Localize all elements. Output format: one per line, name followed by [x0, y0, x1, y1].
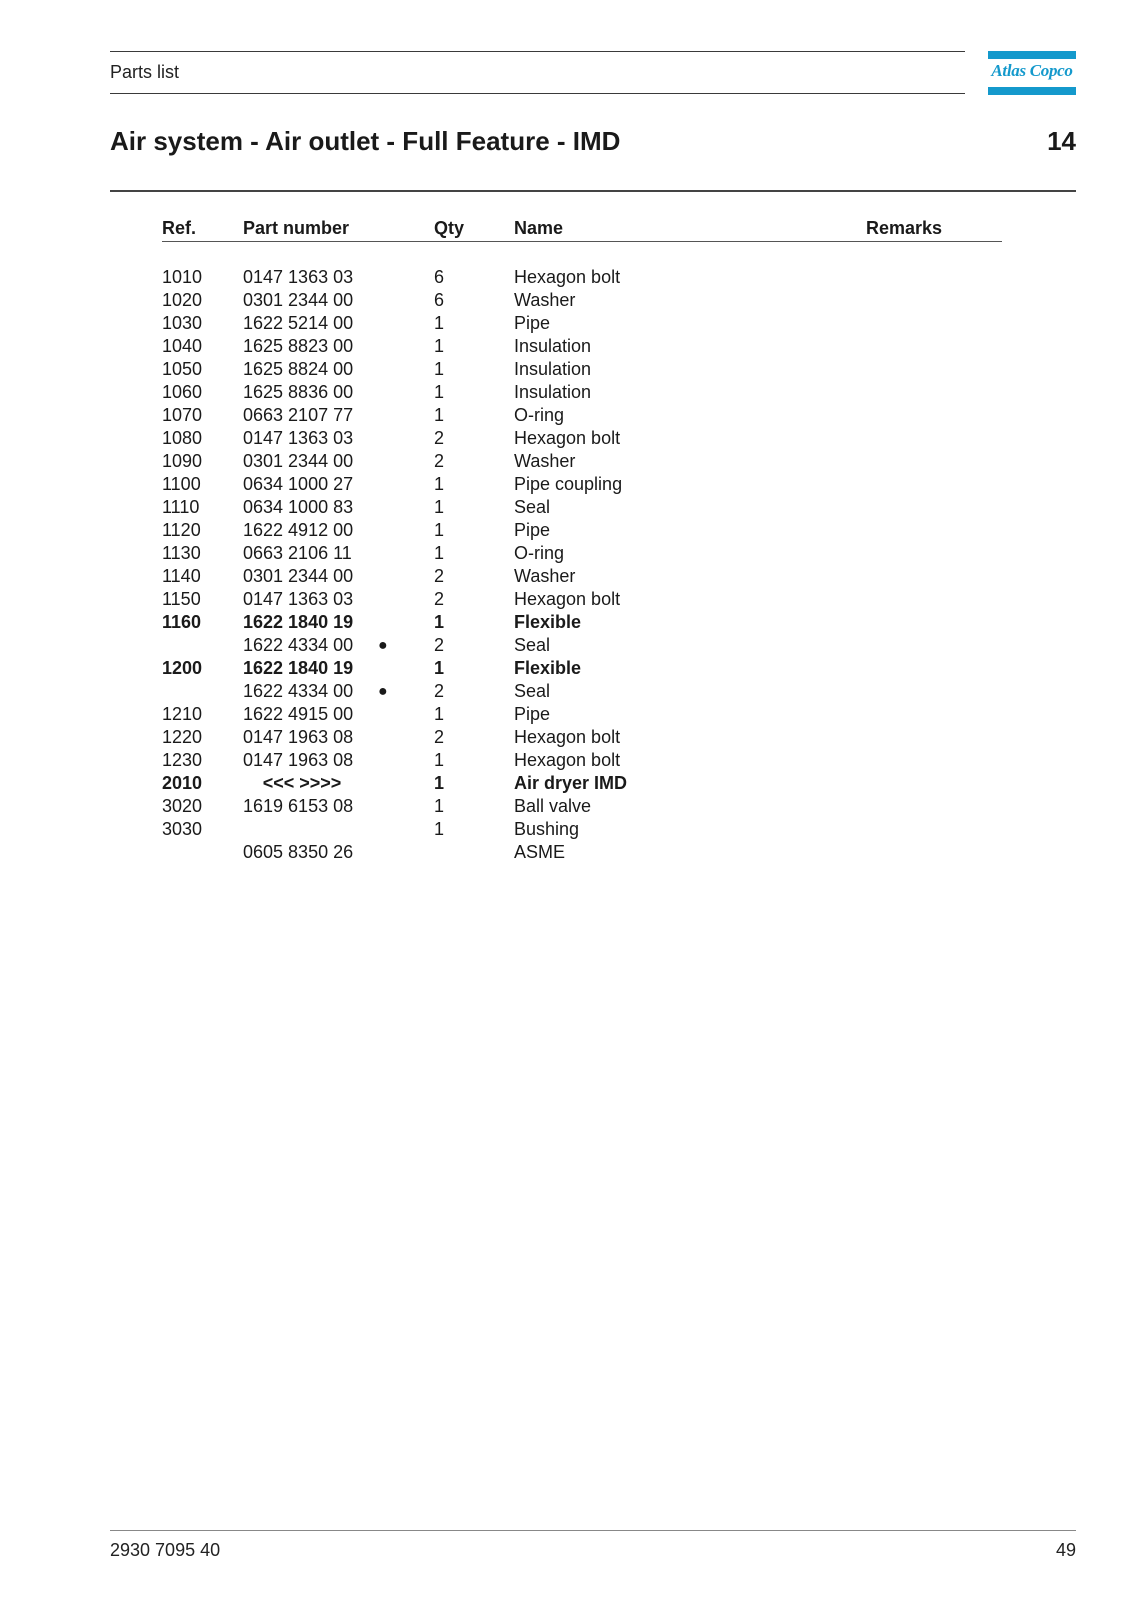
- column-header-remarks: Remarks: [866, 218, 943, 238]
- cell-part-number: 0301 2344 00: [243, 566, 354, 586]
- table-row: [0, 703, 1131, 726]
- cell-qty: 2: [433, 681, 444, 701]
- table-row: [0, 450, 1131, 473]
- cell-name: Hexagon bolt: [514, 267, 621, 287]
- cell-part-number: 0634 1000 27: [243, 474, 354, 494]
- atlas-copco-logo: [988, 51, 1076, 95]
- cell-part-number: 0301 2344 00: [243, 451, 354, 471]
- cell-part-number: 0663 2107 77: [243, 405, 354, 425]
- cell-name: O-ring: [514, 405, 565, 425]
- cell-qty: 1: [433, 405, 444, 425]
- cell-name: ASME: [514, 842, 566, 862]
- page-title: Air system - Air outlet - Full Feature - IMD: [110, 126, 621, 156]
- cell-part-number: 0147 1363 03: [243, 589, 354, 609]
- cell-qty: 2: [433, 566, 444, 586]
- cell-ref: 1110: [162, 497, 200, 517]
- table-row: [0, 335, 1131, 358]
- table-row: [0, 565, 1131, 588]
- cell-qty: 1: [433, 612, 444, 632]
- cell-part-number: 0605 8350 26: [243, 842, 354, 862]
- cell-qty: 1: [433, 658, 444, 678]
- footer-rule: [110, 1530, 1076, 1531]
- cell-ref: 1130: [162, 543, 201, 563]
- cell-name: Hexagon bolt: [514, 589, 621, 609]
- cell-ref: 1220: [162, 727, 203, 747]
- cell-ref: 1020: [162, 290, 203, 310]
- table-row: [0, 358, 1131, 381]
- document-number: 2930 7095 40: [110, 1540, 221, 1560]
- cell-qty: 1: [433, 313, 444, 333]
- column-header-part-number: Part number: [243, 218, 350, 238]
- cell-name: Insulation: [514, 382, 592, 402]
- cell-part-number: 0147 1963 08: [243, 727, 354, 747]
- cell-qty: 1: [433, 773, 444, 793]
- cell-part-number: 1625 8824 00: [243, 359, 354, 379]
- cell-marker: ●: [378, 683, 388, 700]
- table-row: [0, 634, 1131, 657]
- cell-ref: 1010: [162, 267, 203, 287]
- cell-name: Hexagon bolt: [514, 750, 621, 770]
- cell-qty: 1: [433, 543, 444, 563]
- table-row: [0, 680, 1131, 703]
- cell-ref: 3020: [162, 796, 203, 816]
- cell-part-number: 1622 4915 00: [243, 704, 354, 724]
- cell-name: Hexagon bolt: [514, 727, 621, 747]
- cell-ref: 1040: [162, 336, 203, 356]
- cell-name: Washer: [514, 566, 576, 586]
- cell-ref: 1050: [162, 359, 203, 379]
- cell-part-number: 0147 1363 03: [243, 267, 354, 287]
- cell-part-number: 1625 8823 00: [243, 336, 354, 356]
- table-row: [0, 289, 1131, 312]
- cell-qty: 2: [433, 451, 444, 471]
- table-row: [0, 496, 1131, 519]
- column-header-underline: [162, 241, 1002, 242]
- column-header-name: Name: [514, 218, 564, 238]
- cell-name: Bushing: [514, 819, 580, 839]
- table-row: [0, 611, 1131, 634]
- header-top-rule: [110, 51, 965, 52]
- header-bottom-rule: [110, 93, 965, 94]
- cell-marker: ●: [378, 637, 388, 654]
- cell-name: Hexagon bolt: [514, 428, 621, 448]
- table-row: [0, 818, 1131, 841]
- table-row: [0, 266, 1131, 289]
- table-row: [0, 519, 1131, 542]
- cell-name: Flexible: [514, 612, 582, 632]
- cell-ref: 1150: [162, 589, 201, 609]
- cell-ref: 1230: [162, 750, 203, 770]
- table-row: [0, 841, 1131, 864]
- cell-qty: 1: [433, 819, 444, 839]
- cell-qty: 1: [433, 336, 444, 356]
- cell-qty: 1: [433, 520, 444, 540]
- cell-part-number: 0634 1000 83: [243, 497, 354, 517]
- table-row: [0, 404, 1131, 427]
- table-row: [0, 542, 1131, 565]
- cell-part-number: 1625 8836 00: [243, 382, 354, 402]
- cell-part-number: 1622 1840 19: [243, 658, 354, 678]
- table-row: [0, 588, 1131, 611]
- cell-qty: 2: [433, 727, 444, 747]
- column-header-qty: Qty: [434, 218, 465, 238]
- cell-qty: 2: [433, 428, 444, 448]
- cell-name: Air dryer IMD: [514, 773, 628, 793]
- cell-ref: 2010: [162, 773, 203, 793]
- cell-part-number: 0301 2344 00: [243, 290, 354, 310]
- table-row: [0, 657, 1131, 680]
- cell-qty: 6: [433, 267, 444, 287]
- cell-part-number: 1622 4334 00: [243, 635, 354, 655]
- cell-ref: 1140: [162, 566, 201, 586]
- cell-ref: 1060: [162, 382, 203, 402]
- cell-part-number: 0147 1363 03: [243, 428, 354, 448]
- cell-part-number: 0663 2106 11: [243, 543, 352, 563]
- cell-name: Seal: [514, 681, 551, 701]
- cell-name: Insulation: [514, 359, 592, 379]
- cell-qty: 1: [433, 359, 444, 379]
- cell-name: Pipe: [514, 313, 551, 333]
- cell-ref: 1120: [162, 520, 201, 540]
- cell-part-number: 1622 4334 00: [243, 681, 354, 701]
- cell-qty: 2: [433, 589, 444, 609]
- table-row: [0, 726, 1131, 749]
- cell-name: Pipe coupling: [514, 474, 623, 494]
- cell-name: O-ring: [514, 543, 565, 563]
- column-header-ref: Ref.: [162, 218, 197, 238]
- cell-part-number: <<< >>>>: [262, 773, 342, 793]
- cell-name: Pipe: [514, 520, 551, 540]
- section-label: Parts list: [110, 62, 180, 82]
- cell-ref: 1210: [162, 704, 203, 724]
- table-row: [0, 312, 1131, 335]
- cell-ref: 1100: [162, 474, 201, 494]
- cell-part-number: 1622 1840 19: [243, 612, 354, 632]
- table-row: [0, 749, 1131, 772]
- cell-part-number: 1622 4912 00: [243, 520, 354, 540]
- cell-qty: 1: [433, 750, 444, 770]
- cell-qty: 1: [433, 704, 444, 724]
- cell-name: Seal: [514, 497, 551, 517]
- cell-name: Washer: [514, 290, 576, 310]
- cell-name: Seal: [514, 635, 551, 655]
- logo-top-bar: [988, 51, 1076, 59]
- cell-name: Washer: [514, 451, 576, 471]
- cell-qty: 1: [433, 796, 444, 816]
- cell-part-number: 1622 5214 00: [243, 313, 354, 333]
- cell-part-number: 1619 6153 08: [243, 796, 354, 816]
- cell-name: Insulation: [514, 336, 592, 356]
- cell-ref: 3030: [162, 819, 203, 839]
- section-number: 14: [1047, 126, 1076, 156]
- cell-qty: 1: [433, 474, 444, 494]
- cell-ref: 1200: [162, 658, 203, 678]
- cell-qty: 6: [433, 290, 444, 310]
- table-row: [0, 381, 1131, 404]
- table-row: [0, 795, 1131, 818]
- cell-ref: 1160: [162, 612, 202, 632]
- cell-ref: 1080: [162, 428, 203, 448]
- cell-ref: 1070: [162, 405, 203, 425]
- table-row: [0, 473, 1131, 496]
- cell-name: Flexible: [514, 658, 582, 678]
- cell-name: Pipe: [514, 704, 551, 724]
- title-rule: [110, 190, 1076, 192]
- table-row: [0, 772, 1131, 795]
- parts-table: [0, 266, 1131, 864]
- logo-bottom-bar: [988, 87, 1076, 95]
- table-row: [0, 427, 1131, 450]
- cell-ref: 1090: [162, 451, 203, 471]
- cell-ref: 1030: [162, 313, 203, 333]
- cell-name: Ball valve: [514, 796, 592, 816]
- cell-part-number: 0147 1963 08: [243, 750, 354, 770]
- cell-qty: 2: [433, 635, 444, 655]
- page-number: 49: [1055, 1540, 1076, 1560]
- cell-qty: 1: [433, 382, 444, 402]
- logo-text: Atlas Copco: [991, 61, 1073, 80]
- cell-qty: 1: [433, 497, 444, 517]
